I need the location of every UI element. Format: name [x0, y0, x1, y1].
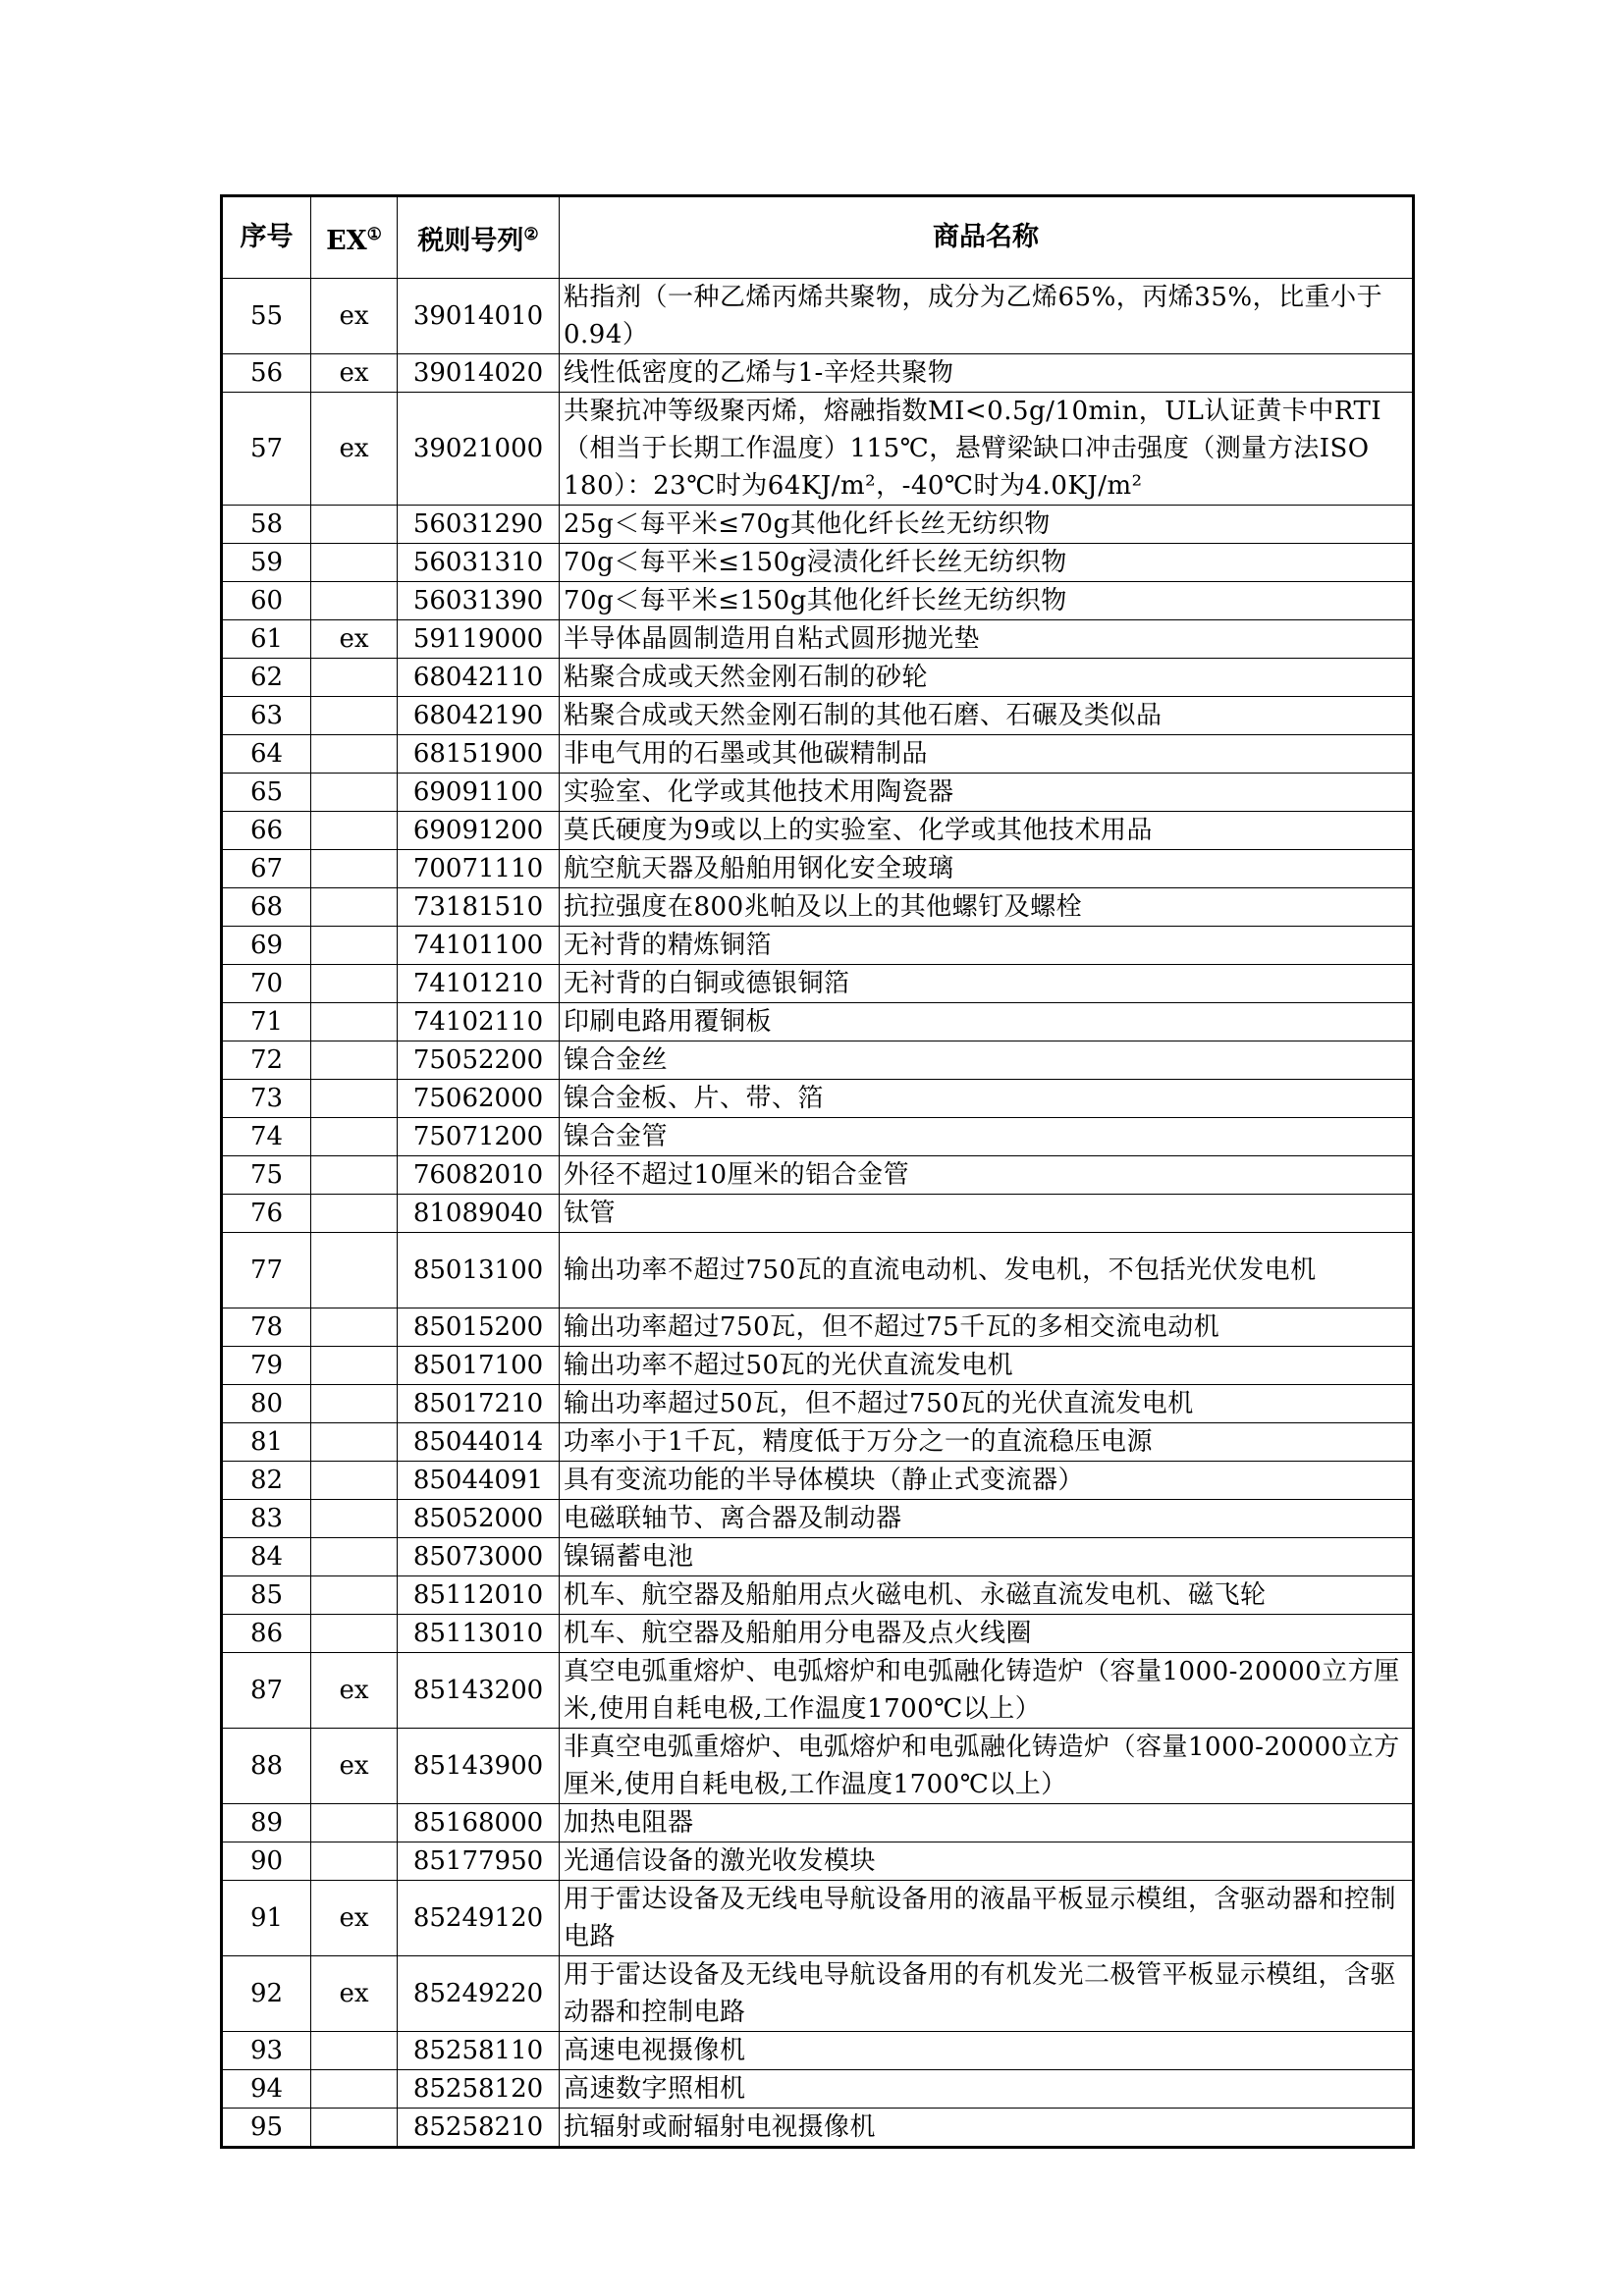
header-serial-number	[222, 196, 311, 279]
table-row	[222, 1156, 1414, 1195]
table-row	[222, 1576, 1414, 1615]
table-row	[222, 850, 1414, 888]
cell-ex-flag: ex	[311, 620, 398, 659]
cell-serial-number: 87	[222, 1653, 311, 1729]
cell-ex-flag	[311, 1842, 398, 1881]
cell-tariff-code: 85044091	[398, 1462, 560, 1500]
cell-tariff-code: 68042190	[398, 697, 560, 735]
cell-serial-number: 59	[222, 544, 311, 582]
cell-tariff-code: 39014010	[398, 279, 560, 354]
cell-serial-number: 95	[222, 2109, 311, 2148]
cell-ex-flag	[311, 850, 398, 888]
table-row	[222, 1003, 1414, 1041]
table-row	[222, 927, 1414, 965]
cell-product-name: 70g＜每平米≤150g其他化纤长丝无纺织物	[560, 582, 1414, 620]
cell-product-name: 抗拉强度在800兆帕及以上的其他螺钉及螺栓	[560, 888, 1414, 927]
cell-serial-number: 65	[222, 774, 311, 812]
cell-product-name: 具有变流功能的半导体模块（静止式变流器）	[560, 1462, 1414, 1500]
table-row	[222, 965, 1414, 1003]
cell-tariff-code: 85168000	[398, 1804, 560, 1842]
cell-serial-number: 56	[222, 354, 311, 393]
cell-product-name: 输出功率超过50瓦，但不超过750瓦的光伏直流发电机	[560, 1385, 1414, 1423]
cell-product-name: 线性低密度的乙烯与1-辛烃共聚物	[560, 354, 1414, 393]
cell-product-name: 电磁联轴节、离合器及制动器	[560, 1500, 1414, 1538]
cell-ex-flag	[311, 1804, 398, 1842]
table-row	[222, 1118, 1414, 1156]
cell-tariff-code: 85249220	[398, 1956, 560, 2032]
table-row	[222, 620, 1414, 659]
cell-tariff-code: 85143200	[398, 1653, 560, 1729]
cell-serial-number: 83	[222, 1500, 311, 1538]
cell-ex-flag	[311, 965, 398, 1003]
cell-serial-number: 71	[222, 1003, 311, 1041]
cell-tariff-code: 85052000	[398, 1500, 560, 1538]
cell-serial-number: 61	[222, 620, 311, 659]
cell-ex-flag	[311, 1423, 398, 1462]
cell-tariff-code: 81089040	[398, 1195, 560, 1233]
table-row	[222, 735, 1414, 774]
cell-tariff-code: 85258110	[398, 2032, 560, 2070]
cell-serial-number: 81	[222, 1423, 311, 1462]
table-row	[222, 2109, 1414, 2148]
table-row	[222, 393, 1414, 506]
table-row	[222, 544, 1414, 582]
table-row	[222, 1041, 1414, 1080]
cell-serial-number: 79	[222, 1347, 311, 1385]
table-row	[222, 774, 1414, 812]
cell-ex-flag	[311, 1080, 398, 1118]
cell-ex-flag	[311, 1576, 398, 1615]
cell-serial-number: 76	[222, 1195, 311, 1233]
cell-ex-flag: ex	[311, 279, 398, 354]
header-product-name	[560, 196, 1414, 279]
cell-product-name: 无衬背的白铜或德银铜箔	[560, 965, 1414, 1003]
cell-serial-number: 63	[222, 697, 311, 735]
cell-serial-number: 69	[222, 927, 311, 965]
cell-ex-flag	[311, 1615, 398, 1653]
cell-tariff-code: 75062000	[398, 1080, 560, 1118]
cell-serial-number: 80	[222, 1385, 311, 1423]
cell-serial-number: 72	[222, 1041, 311, 1080]
cell-serial-number: 86	[222, 1615, 311, 1653]
table-row	[222, 1195, 1414, 1233]
cell-product-name: 半导体晶圆制造用自粘式圆形抛光垫	[560, 620, 1414, 659]
header-ex-label: EX	[326, 225, 367, 256]
table-row	[222, 697, 1414, 735]
cell-serial-number: 75	[222, 1156, 311, 1195]
header-tariff-code	[398, 196, 560, 279]
cell-product-name: 粘指剂（一种乙烯丙烯共聚物，成分为乙烯65%，丙烯35%，比重小于0.94）	[560, 279, 1414, 354]
table-row	[222, 2032, 1414, 2070]
cell-product-name: 70g＜每平米≤150g浸渍化纤长丝无纺织物	[560, 544, 1414, 582]
cell-tariff-code: 75071200	[398, 1118, 560, 1156]
cell-product-name: 高速数字照相机	[560, 2070, 1414, 2109]
cell-tariff-code: 68042110	[398, 659, 560, 697]
cell-product-name: 真空电弧重熔炉、电弧熔炉和电弧融化铸造炉（容量1000-20000立方厘米,使用自耗电极,工作温度1700℃以上）	[560, 1653, 1414, 1729]
cell-product-name: 输出功率不超过750瓦的直流电动机、发电机，不包括光伏发电机	[560, 1233, 1414, 1308]
cell-product-name: 高速电视摄像机	[560, 2032, 1414, 2070]
cell-tariff-code: 59119000	[398, 620, 560, 659]
cell-serial-number: 82	[222, 1462, 311, 1500]
cell-serial-number: 90	[222, 1842, 311, 1881]
cell-ex-flag	[311, 812, 398, 850]
cell-serial-number: 62	[222, 659, 311, 697]
cell-ex-flag: ex	[311, 354, 398, 393]
cell-serial-number: 74	[222, 1118, 311, 1156]
cell-ex-flag: ex	[311, 1729, 398, 1804]
cell-tariff-code: 68151900	[398, 735, 560, 774]
cell-tariff-code: 85258210	[398, 2109, 560, 2148]
cell-serial-number: 58	[222, 506, 311, 544]
cell-product-name: 无衬背的精炼铜箔	[560, 927, 1414, 965]
cell-ex-flag	[311, 1385, 398, 1423]
cell-product-name: 功率小于1千瓦，精度低于万分之一的直流稳压电源	[560, 1423, 1414, 1462]
cell-product-name: 用于雷达设备及无线电导航设备用的液晶平板显示模组，含驱动器和控制电路	[560, 1881, 1414, 1956]
cell-product-name: 非电气用的石墨或其他碳精制品	[560, 735, 1414, 774]
cell-product-name: 共聚抗冲等级聚丙烯，熔融指数MI<0.5g/10min，UL认证黄卡中RTI（相当于长期工作温度）115℃，悬臂梁缺口冲击强度（测量方法ISO 180）：23℃时为64KJ/m²，-40℃时为4.0KJ/m²	[560, 393, 1414, 506]
cell-tariff-code: 69091200	[398, 812, 560, 850]
cell-serial-number: 60	[222, 582, 311, 620]
cell-tariff-code: 85112010	[398, 1576, 560, 1615]
cell-product-name: 镍合金板、片、带、箔	[560, 1080, 1414, 1118]
header-ex	[311, 196, 398, 279]
cell-product-name: 输出功率不超过50瓦的光伏直流发电机	[560, 1347, 1414, 1385]
header-product-name-label: 商品名称	[933, 222, 1039, 252]
cell-tariff-code: 85113010	[398, 1615, 560, 1653]
cell-product-name: 用于雷达设备及无线电导航设备用的有机发光二极管平板显示模组，含驱动器和控制电路	[560, 1956, 1414, 2032]
cell-tariff-code: 70071110	[398, 850, 560, 888]
cell-serial-number: 88	[222, 1729, 311, 1804]
cell-tariff-code: 76082010	[398, 1156, 560, 1195]
cell-serial-number: 73	[222, 1080, 311, 1118]
cell-product-name: 镍合金丝	[560, 1041, 1414, 1080]
cell-ex-flag	[311, 1308, 398, 1347]
cell-ex-flag	[311, 888, 398, 927]
cell-serial-number: 89	[222, 1804, 311, 1842]
cell-ex-flag	[311, 1347, 398, 1385]
cell-serial-number: 94	[222, 2070, 311, 2109]
cell-product-name: 航空航天器及船舶用钢化安全玻璃	[560, 850, 1414, 888]
cell-product-name: 莫氏硬度为9或以上的实验室、化学或其他技术用品	[560, 812, 1414, 850]
cell-product-name: 光通信设备的激光收发模块	[560, 1842, 1414, 1881]
table-row	[222, 2070, 1414, 2109]
cell-product-name: 25g＜每平米≤70g其他化纤长丝无纺织物	[560, 506, 1414, 544]
table-row	[222, 506, 1414, 544]
table-row	[222, 1881, 1414, 1956]
cell-ex-flag	[311, 2109, 398, 2148]
cell-ex-flag	[311, 544, 398, 582]
cell-serial-number: 68	[222, 888, 311, 927]
table-row	[222, 1500, 1414, 1538]
cell-product-name: 实验室、化学或其他技术用陶瓷器	[560, 774, 1414, 812]
footnote-marker-2: ②	[523, 224, 539, 244]
table-row	[222, 1347, 1414, 1385]
cell-ex-flag: ex	[311, 393, 398, 506]
cell-tariff-code: 85044014	[398, 1423, 560, 1462]
cell-product-name: 加热电阻器	[560, 1804, 1414, 1842]
cell-ex-flag	[311, 1118, 398, 1156]
cell-tariff-code: 69091100	[398, 774, 560, 812]
cell-serial-number: 67	[222, 850, 311, 888]
cell-ex-flag	[311, 1041, 398, 1080]
cell-ex-flag	[311, 1195, 398, 1233]
cell-tariff-code: 85249120	[398, 1881, 560, 1956]
cell-serial-number: 85	[222, 1576, 311, 1615]
table-header	[222, 196, 1414, 279]
cell-serial-number: 91	[222, 1881, 311, 1956]
table-row	[222, 1385, 1414, 1423]
cell-tariff-code: 85143900	[398, 1729, 560, 1804]
cell-product-name: 镍合金管	[560, 1118, 1414, 1156]
cell-serial-number: 66	[222, 812, 311, 850]
cell-ex-flag	[311, 1462, 398, 1500]
table-row	[222, 1653, 1414, 1729]
cell-product-name: 钛管	[560, 1195, 1414, 1233]
cell-tariff-code: 85017210	[398, 1385, 560, 1423]
cell-ex-flag	[311, 506, 398, 544]
cell-product-name: 镍镉蓄电池	[560, 1538, 1414, 1576]
header-row	[222, 196, 1414, 279]
table-row	[222, 659, 1414, 697]
cell-tariff-code: 39014020	[398, 354, 560, 393]
footnote-marker-1: ①	[366, 224, 382, 244]
cell-tariff-code: 74101100	[398, 927, 560, 965]
cell-serial-number: 92	[222, 1956, 311, 2032]
cell-ex-flag	[311, 1538, 398, 1576]
cell-tariff-code: 75052200	[398, 1041, 560, 1080]
cell-tariff-code: 74102110	[398, 1003, 560, 1041]
cell-ex-flag	[311, 2070, 398, 2109]
cell-product-name: 粘聚合成或天然金刚石制的砂轮	[560, 659, 1414, 697]
cell-ex-flag	[311, 2032, 398, 2070]
table-row	[222, 1538, 1414, 1576]
cell-serial-number: 57	[222, 393, 311, 506]
cell-tariff-code: 56031290	[398, 506, 560, 544]
cell-tariff-code: 39021000	[398, 393, 560, 506]
cell-ex-flag: ex	[311, 1653, 398, 1729]
cell-tariff-code: 56031390	[398, 582, 560, 620]
cell-ex-flag	[311, 1233, 398, 1308]
cell-ex-flag	[311, 774, 398, 812]
table-row	[222, 582, 1414, 620]
cell-serial-number: 64	[222, 735, 311, 774]
cell-tariff-code: 85073000	[398, 1538, 560, 1576]
cell-tariff-code: 85258120	[398, 2070, 560, 2109]
cell-tariff-code: 85177950	[398, 1842, 560, 1881]
table-row	[222, 1233, 1414, 1308]
cell-tariff-code: 73181510	[398, 888, 560, 927]
cell-product-name: 外径不超过10厘米的铝合金管	[560, 1156, 1414, 1195]
table-row	[222, 812, 1414, 850]
cell-product-name: 机车、航空器及船舶用分电器及点火线圈	[560, 1615, 1414, 1653]
table-body	[222, 279, 1414, 2148]
cell-product-name: 输出功率超过750瓦，但不超过75千瓦的多相交流电动机	[560, 1308, 1414, 1347]
cell-serial-number: 78	[222, 1308, 311, 1347]
cell-product-name: 抗辐射或耐辐射电视摄像机	[560, 2109, 1414, 2148]
cell-tariff-code: 85015200	[398, 1308, 560, 1347]
cell-product-name: 粘聚合成或天然金刚石制的其他石磨、石碾及类似品	[560, 697, 1414, 735]
cell-tariff-code: 74101210	[398, 965, 560, 1003]
cell-ex-flag	[311, 1500, 398, 1538]
cell-ex-flag	[311, 659, 398, 697]
table-row	[222, 888, 1414, 927]
table-row	[222, 1956, 1414, 2032]
table-row	[222, 1080, 1414, 1118]
table-row	[222, 279, 1414, 354]
cell-tariff-code: 56031310	[398, 544, 560, 582]
cell-product-name: 印刷电路用覆铜板	[560, 1003, 1414, 1041]
cell-serial-number: 55	[222, 279, 311, 354]
table-row	[222, 1615, 1414, 1653]
table-row	[222, 354, 1414, 393]
tariff-table	[220, 194, 1415, 2149]
cell-product-name: 机车、航空器及船舶用点火磁电机、永磁直流发电机、磁飞轮	[560, 1576, 1414, 1615]
cell-serial-number: 77	[222, 1233, 311, 1308]
cell-tariff-code: 85017100	[398, 1347, 560, 1385]
cell-serial-number: 84	[222, 1538, 311, 1576]
cell-ex-flag	[311, 927, 398, 965]
cell-serial-number: 93	[222, 2032, 311, 2070]
table-row	[222, 1423, 1414, 1462]
cell-ex-flag: ex	[311, 1956, 398, 2032]
header-tariff-code-label: 税则号列	[417, 225, 524, 256]
cell-ex-flag	[311, 582, 398, 620]
cell-ex-flag	[311, 697, 398, 735]
table-row	[222, 1462, 1414, 1500]
cell-ex-flag	[311, 1003, 398, 1041]
header-serial-number-label: 序号	[240, 222, 294, 252]
cell-product-name: 非真空电弧重熔炉、电弧熔炉和电弧融化铸造炉（容量1000-20000立方厘米,使用自耗电极,工作温度1700℃以上）	[560, 1729, 1414, 1804]
cell-serial-number: 70	[222, 965, 311, 1003]
table-row	[222, 1842, 1414, 1881]
cell-ex-flag: ex	[311, 1881, 398, 1956]
cell-tariff-code: 85013100	[398, 1233, 560, 1308]
cell-ex-flag	[311, 1156, 398, 1195]
table-row	[222, 1308, 1414, 1347]
cell-ex-flag	[311, 735, 398, 774]
table-row	[222, 1729, 1414, 1804]
table-row	[222, 1804, 1414, 1842]
